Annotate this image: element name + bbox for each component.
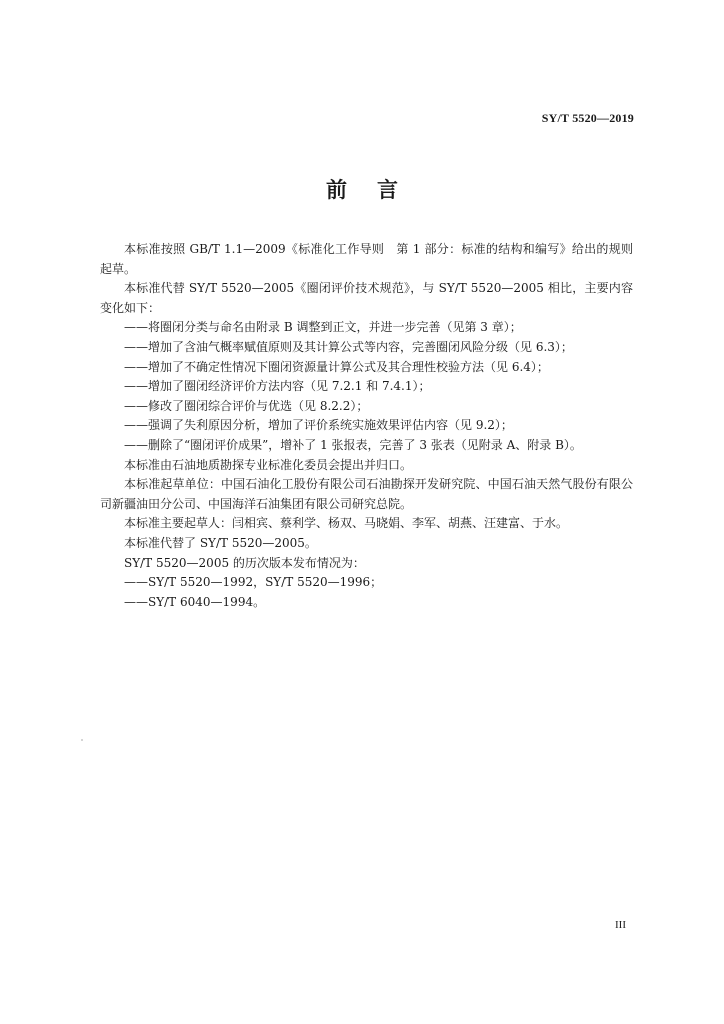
change-item: ——增加了含油气概率赋值原则及其计算公式等内容，完善圈闭风险分级（见 6.3）； [124,339,573,354]
paragraph-supersedes: 本标准代替了 SY/T 5520—2005。 [124,535,317,550]
change-item: ——删除了“圈闭评价成果”，增补了 1 张报表，完善了 3 张表（见附录 A、附录 B）。 [124,437,582,452]
change-item: ——增加了圈闭经济评价方法内容（见 7.2.1 和 7.4.1）； [124,379,431,394]
scan-speck [81,739,83,741]
foreword-body [100,240,633,612]
change-item: ——强调了失利原因分析，增加了评价系统实施效果评估内容（见 9.2）； [124,418,513,433]
paragraph-replacement: 本标准代替 SY/T 5520—2005《圈闭评价技术规范》，与 SY/T 5520—2005 相比，主要内容变化如下： [100,281,633,315]
paragraph-proposer: 本标准由石油地质勘探专业标准化委员会提出并归口。 [124,457,413,472]
page-number: III [615,919,626,931]
paragraph-history-intro: SY/T 5520—2005 的历次版本发布情况为： [124,555,365,570]
change-item: ——增加了不确定性情况下圈闭资源量计算公式及其合理性校验方法（见 6.4）； [124,359,549,374]
history-item: ——SY/T 5520—1992，SY/T 5520—1996； [124,575,383,590]
change-item: ——将圈闭分类与命名由附录 B 调整到正文，并进一步完善（见第 3 章）； [124,320,522,335]
page-title [0,174,724,204]
paragraph-drafting-units: 本标准起草单位：中国石油化工股份有限公司石油勘探开发研究院、中国石油天然气股份有限公司新疆油田分公司、中国海洋石油集团有限公司研究总院。 [100,477,633,511]
standard-code: SY/T 5520—2019 [541,111,634,125]
title-char-1: 前 [326,178,347,202]
paragraph-drafters: 本标准主要起草人：闫相宾、蔡利学、杨双、马晓娟、李军、胡燕、汪建富、于水。 [124,516,569,531]
change-item: ——修改了圈闭综合评价与优选（见 8.2.2）； [124,398,369,413]
paragraph-drafting-rules: 本标准按照 GB/T 1.1—2009《标准化工作导则 第 1 部分：标准的结构和编写》给出的规则起草。 [100,242,633,276]
history-item: ——SY/T 6040—1994。 [124,594,266,609]
title-char-2: 言 [377,178,398,202]
